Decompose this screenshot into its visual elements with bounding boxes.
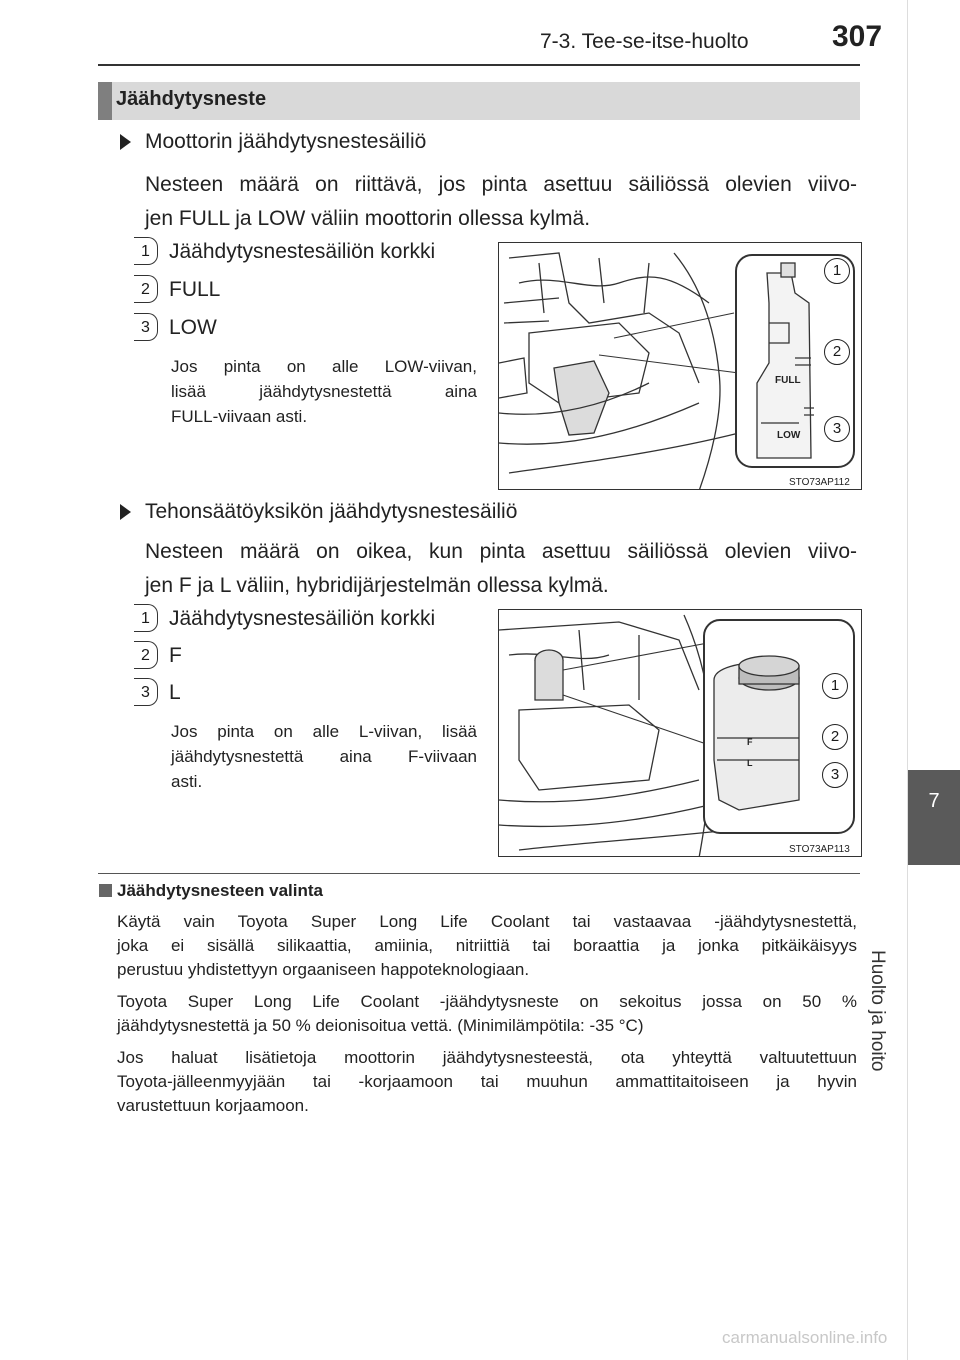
item-number-box: 2 [134,275,158,303]
selection-p3-line3: varustettuun korjaamoon. [117,1096,309,1115]
item-number-box: 1 [134,237,158,265]
callout-1: 1 [824,258,850,284]
engine-coolant-paragraph-line1: Nesteen määrä on riittävä, jos pinta asettuu säiliössä olevien viivo- [145,173,857,196]
triangle-bullet-icon [120,504,131,520]
chapter-tab-title: Huolto ja hoito [867,950,888,1072]
engine-item-full: FULL [169,278,221,301]
section-divider [98,873,860,874]
callout-1: 1 [822,673,848,699]
engine-note-line1: Jos pinta on alle LOW-viivan, [171,357,477,376]
engine-note-line3: FULL-viivaan asti. [171,407,308,426]
coolant-selection-heading: Jäähdytysnesteen valinta [117,881,323,900]
engine-coolant-paragraph-line2: jen FULL ja LOW väliin moottorin ollessa kylmä. [145,207,591,230]
item-number-box: 3 [134,678,158,706]
pcu-coolant-figure [498,609,862,857]
selection-p2-line1: Toyota Super Long Life Coolant -jäähdytysneste on sekoitus jossa on 50 % [117,992,857,1011]
tank-mark-full: FULL [775,375,801,386]
selection-p1-line1: Käytä vain Toyota Super Long Life Coolant tai vastaavaa -jäähdytysnestettä, [117,912,857,931]
item-number-box: 1 [134,604,158,632]
pcu-item-f: F [169,644,182,667]
item-number-box: 3 [134,313,158,341]
tank-mark-l: L [747,758,753,768]
callout-3: 3 [824,416,850,442]
running-header-section: 7-3. Tee-se-itse-huolto [540,30,749,53]
chapter-tab-number: 7 [928,790,940,812]
section-title: Jäähdytysneste [116,88,267,110]
engine-bay-illustration [499,243,862,490]
pcu-coolant-heading: Tehonsäätöyksikön jäähdytysnestesäiliö [145,500,518,523]
figure-code: STO73AP112 [789,477,850,488]
selection-p3-line2: Toyota-jälleenmyyjään tai -korjaamoon tai muuhun ammattitaitoiseen ja hyvin [117,1072,857,1091]
watermark: carmanualsonline.info [722,1328,888,1347]
figure-code: STO73AP113 [789,844,850,855]
engine-coolant-figure [498,242,862,490]
pcu-item-cap: Jäähdytysnestesäiliön korkki [169,607,436,630]
pcu-coolant-paragraph-line1: Nesteen määrä on oikea, kun pinta asettuu säiliössä olevien viivo- [145,540,857,563]
engine-coolant-heading: Moottorin jäähdytysnestesäiliö [145,130,427,153]
callout-2: 2 [824,339,850,365]
triangle-bullet-icon [120,134,131,150]
engine-item-low: LOW [169,316,217,339]
pcu-note-line1: Jos pinta on alle L-viivan, lisää [171,722,477,741]
square-bullet-icon [99,884,112,897]
selection-p1-line2: joka ei sisällä silikaattia, amiinia, nitriittiä tai boraattia ja jonka pitkäikäisyys [117,936,857,955]
header-rule [98,64,860,66]
pcu-item-l: L [169,681,181,704]
tank-mark-f: F [747,737,753,747]
engine-item-cap: Jäähdytysnestesäiliön korkki [169,240,436,263]
side-margin-line [907,0,908,1360]
pcu-coolant-paragraph-line2: jen F ja L väliin, hybridijärjestelmän ollessa kylmä. [145,574,609,597]
pcu-note-line3: asti. [171,772,203,791]
item-number-box: 2 [134,641,158,669]
pcu-note-line2: jäähdytysnestettä aina F-viivaan [171,747,477,766]
page-number: 307 [832,20,883,53]
selection-p3-line1: Jos haluat lisätietoja moottorin jäähdytysnesteestä, ota yhteyttä valtuutettuun [117,1048,857,1067]
selection-p2-line2: jäähdytysnestettä ja 50 % deionisoitua vettä. (Minimilämpötila: -35 °C) [117,1016,644,1035]
callout-3: 3 [822,762,848,788]
callout-2: 2 [822,724,848,750]
chapter-tab [908,770,960,865]
engine-note-line2: lisää jäähdytysnestettä aina [171,382,477,401]
pcu-bay-illustration [499,610,862,857]
selection-p1-line3: perustuu yhdistettyyn orgaaniseen happoteknologiaan. [117,960,530,979]
tank-mark-low: LOW [777,430,801,441]
